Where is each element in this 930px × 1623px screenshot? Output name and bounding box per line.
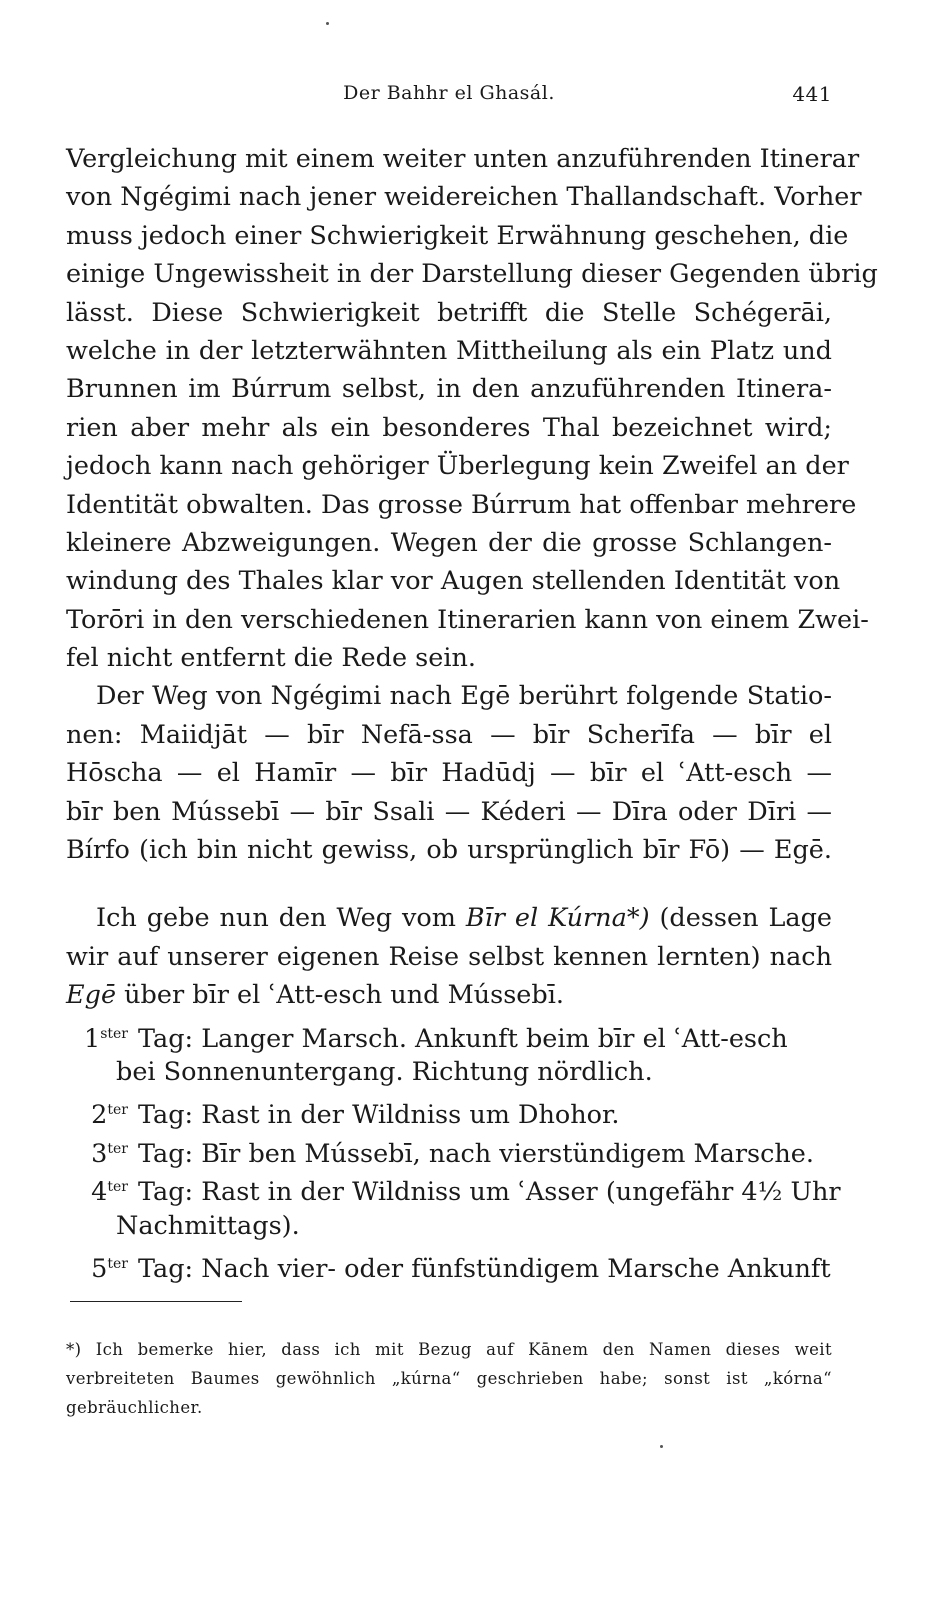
itinerary-line xyxy=(66,1207,832,1245)
itinerary-day xyxy=(66,1168,841,1245)
day-digit: 1 xyxy=(83,1023,101,1054)
text-line: Hōscha — el Hamīr — bīr Hadūdj — bīr el ʿAtt-esch — xyxy=(66,758,832,789)
itinerary-line xyxy=(66,1091,832,1129)
itinerary-day xyxy=(66,1130,832,1168)
text-line: windung des Thales klar vor Augen stellenden Identität von xyxy=(66,566,841,597)
footnote-rule xyxy=(70,1301,242,1302)
day-text: bei Sonnenuntergang. Richtung nördlich. xyxy=(116,1056,653,1087)
body-text xyxy=(66,140,878,1284)
day-suffix: ster xyxy=(100,1025,128,1042)
day-text: Tag: Bīr ben Mússebī, nach vierstündigem Marsche. xyxy=(138,1138,814,1169)
day-text: Nachmittags). xyxy=(116,1210,300,1241)
text-run: (dessen Lage xyxy=(649,903,832,934)
paragraph-3 xyxy=(66,899,832,1014)
text-line: Vergleichung mit einem weiter unten anzuführenden Itinerar xyxy=(66,144,860,174)
day-digit: 3 xyxy=(91,1138,108,1169)
page-header xyxy=(66,82,832,112)
day-digit: 5 xyxy=(91,1253,108,1284)
itinerary-line xyxy=(66,1130,832,1168)
text-line: kleinere Abzweigungen. Wegen der die grosse Schlangen- xyxy=(66,527,832,558)
footnote xyxy=(66,1335,832,1422)
paragraph-gap xyxy=(66,869,832,899)
text-line: wir auf unserer eigenen Reise selbst kennen lernten) nach xyxy=(66,941,832,972)
text-line xyxy=(66,976,832,1014)
text-run: über bīr el ʿAtt-esch und Mússebī. xyxy=(116,980,564,1011)
text-line: nen: Maiidjāt — bīr Nefā-ssa — bīr Scherīfa — bīr el xyxy=(66,719,832,750)
day-text: Tag: Langer Marsch. Ankunft beim bīr el ʿAtt-esch xyxy=(138,1023,788,1054)
day-suffix: ter xyxy=(107,1102,128,1119)
text-line: Brunnen im Búrrum selbst, in den anzuführenden Itinera- xyxy=(66,374,832,405)
itinerary-line xyxy=(66,1168,841,1208)
itinerary-day xyxy=(66,1245,832,1283)
text-line: muss jedoch einer Schwierigkeit Erwähnung geschehen, die xyxy=(66,220,849,251)
italic-place-name: Egē xyxy=(66,980,117,1011)
footnote-marker: *) xyxy=(626,903,650,934)
italic-place-name: Bīr el Kúrna xyxy=(465,903,627,934)
footnote-line: verbreiteten Baumes gewöhnlich „kúrna“ geschrieben habe; sonst ist „kórna“ xyxy=(66,1369,832,1388)
text-line: fel nicht entfernt die Rede sein. xyxy=(66,643,477,674)
day-text: Tag: Nach vier- oder fünfstündigem Marsche Ankunft xyxy=(138,1253,831,1284)
day-number xyxy=(76,1130,128,1173)
print-speck xyxy=(660,1445,663,1448)
itinerary-line xyxy=(66,1015,832,1053)
footnote-line: *) Ich bemerke hier, dass ich mit Bezug auf Kānem den Namen dieses weit xyxy=(66,1340,832,1359)
page-number: 441 xyxy=(792,82,832,106)
day-number xyxy=(76,1245,128,1288)
paragraph-1 xyxy=(66,140,878,677)
text-line: bīr ben Mússebī — bīr Ssali — Kéderi — Dīra oder Dīri — xyxy=(66,796,832,827)
day-text: Tag: Rast in der Wildniss um ʿAsser (ungefähr 4½ Uhr xyxy=(138,1177,841,1208)
text-line: lässt. Diese Schwierigkeit betrifft die Stelle Schégerāi, xyxy=(66,297,832,328)
day-suffix: ter xyxy=(107,1255,128,1272)
day-number xyxy=(76,1091,128,1134)
text-line: welche in der letzterwähnten Mittheilung als ein Platz und xyxy=(66,335,832,366)
itinerary-day xyxy=(66,1015,832,1092)
print-speck xyxy=(326,22,329,25)
day-number xyxy=(76,1015,128,1058)
text-line: Torōri in den verschiedenen Itinerarien kann von einem Zwei- xyxy=(66,604,869,635)
day-text: Tag: Rast in der Wildniss um Dhohor. xyxy=(138,1100,620,1131)
text-run: Ich gebe nun den Weg vom xyxy=(96,903,466,934)
day-suffix: ter xyxy=(107,1179,128,1196)
paragraph-2 xyxy=(66,677,832,869)
text-line: Identität obwalten. Das grosse Búrrum hat offenbar mehrere xyxy=(66,489,857,520)
day-digit: 4 xyxy=(91,1177,108,1208)
day-digit: 2 xyxy=(91,1100,108,1131)
text-line: einige Ungewissheit in der Darstellung dieser Gegenden übrig xyxy=(66,259,878,290)
day-suffix: ter xyxy=(107,1140,128,1157)
itinerary-list xyxy=(66,1015,841,1284)
itinerary-line xyxy=(66,1245,832,1283)
text-line: Der Weg von Ngégimi nach Egē berührt folgende Statio- xyxy=(96,681,832,712)
footnote-line: gebräuchlicher. xyxy=(66,1398,203,1417)
text-line xyxy=(66,899,832,937)
text-line: Bírfo (ich bin nicht gewiss, ob ursprünglich bīr Fō) — Egē. xyxy=(66,835,832,866)
day-number xyxy=(76,1168,128,1211)
text-line: von Ngégimi nach jener weidereichen Thallandschaft. Vorher xyxy=(66,182,862,213)
itinerary-line xyxy=(66,1053,832,1091)
itinerary-day xyxy=(66,1091,832,1129)
text-line: jedoch kann nach gehöriger Überlegung kein Zweifel an der xyxy=(66,451,849,482)
text-line: rien aber mehr als ein besonderes Thal bezeichnet wird; xyxy=(66,412,832,443)
running-title: Der Bahhr el Ghasál. xyxy=(343,82,555,104)
